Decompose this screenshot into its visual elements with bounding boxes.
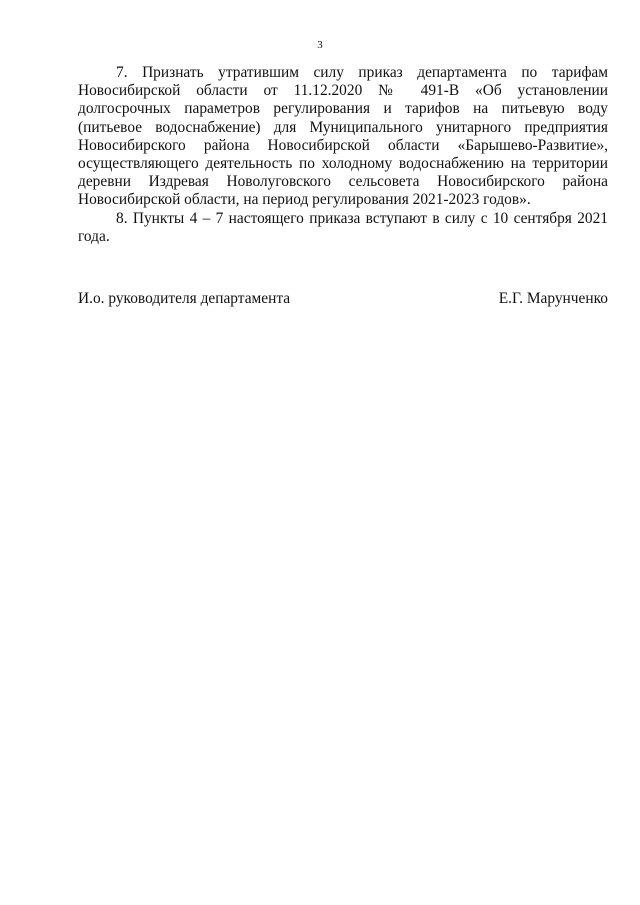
signatory-name: Е.Г. Марунченко xyxy=(498,290,608,307)
signature-block xyxy=(78,290,608,308)
paragraph-item-7: 7. Признать утратившим силу приказ департамента по тарифам Новосибирской области от 11.12.2020 № 491-В «Об установлении долгосрочных параметров регулирования и тарифов на питьевую воду (питьевое водоснабжение) для Муниципального унитарного предприятия Новосибирского района Новосибирской области «Барышево-Развитие», осуществляющего деятельность по холодному водоснабжению на территории деревни Издревая Новолуговского сельсовета Новосибирского района Новосибирской области, на период регулирования 2021-2023 годов». xyxy=(78,64,608,209)
page-number: 3 xyxy=(317,39,323,51)
signatory-position: И.о. руководителя департамента xyxy=(78,290,291,307)
paragraph-item-8: 8. Пункты 4 – 7 настоящего приказа вступают в силу с 10 сентября 2021 года. xyxy=(78,209,608,245)
document-body xyxy=(78,64,608,246)
